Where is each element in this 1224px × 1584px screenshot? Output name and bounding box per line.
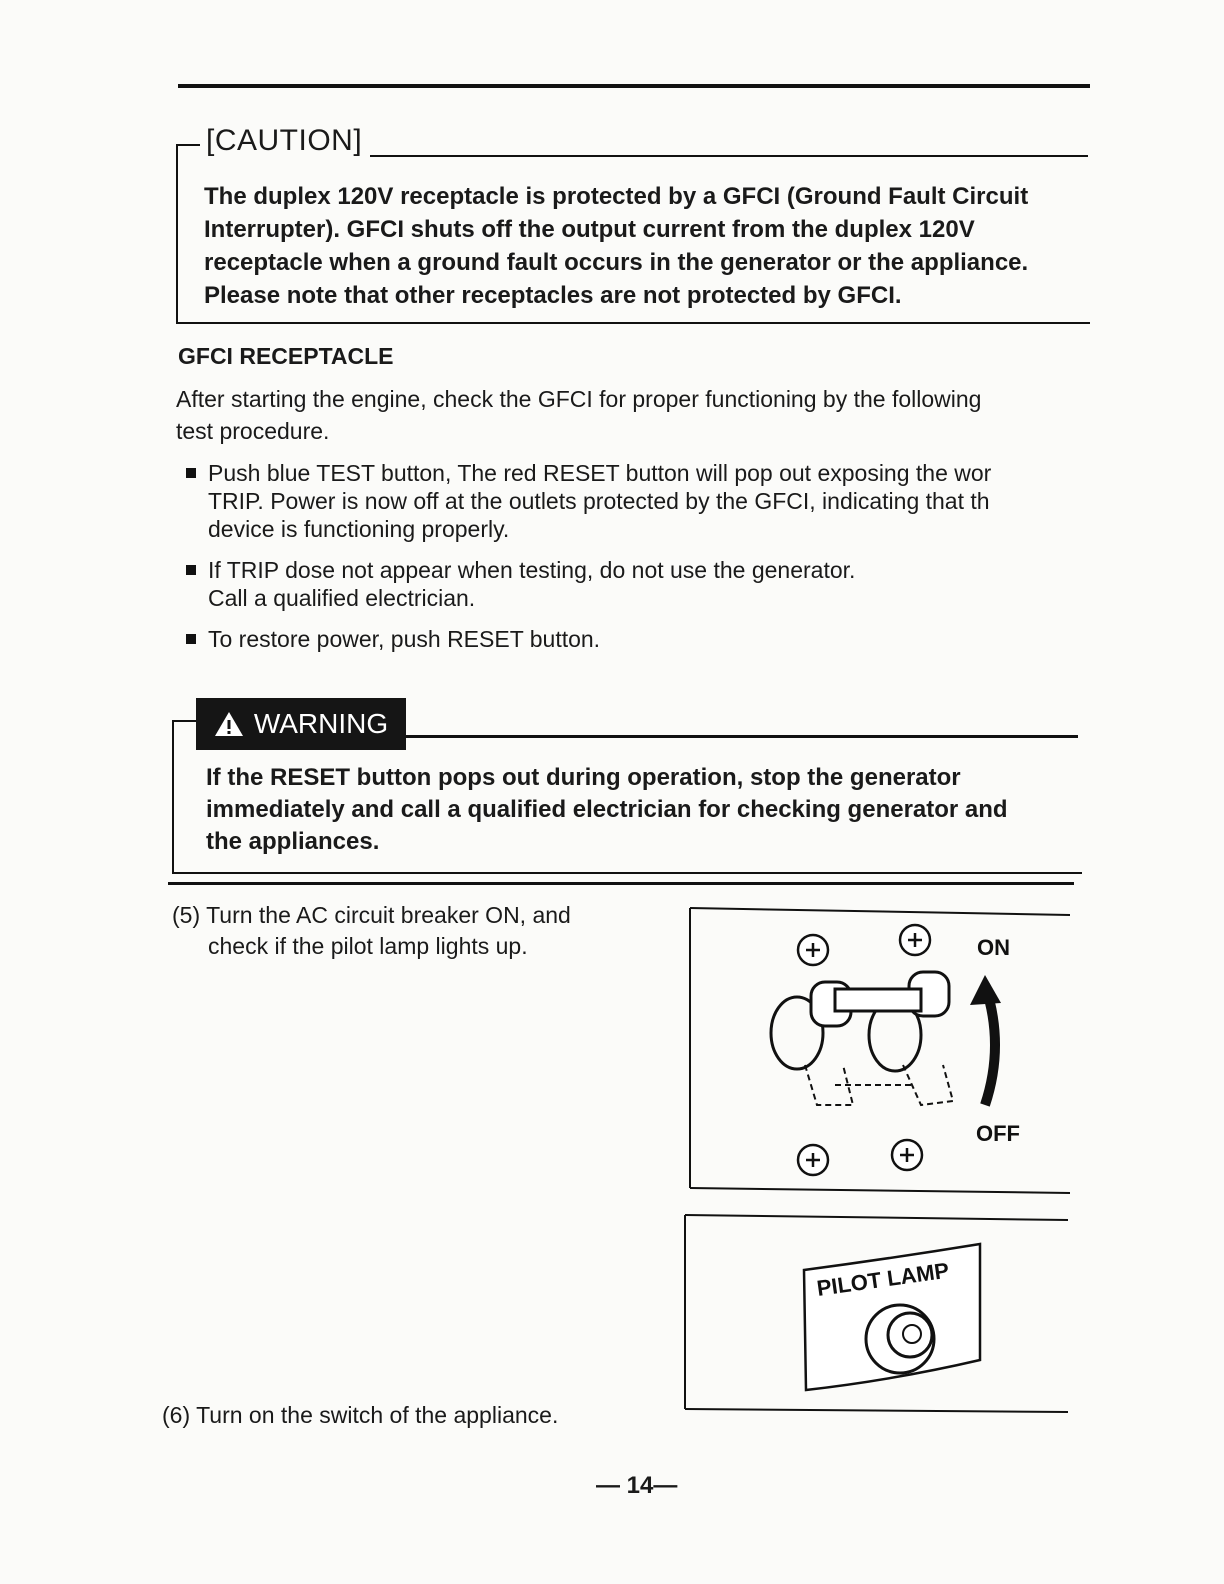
- caution-line: Interrupter). GFCI shuts off the output current from the duplex 120V: [204, 216, 975, 243]
- warning-line: If the RESET button pops out during operation, stop the generator: [206, 764, 961, 791]
- bullet-icon: [186, 634, 196, 644]
- off-label: OFF: [976, 1121, 1020, 1146]
- pilot-lamp-icon: [866, 1305, 934, 1373]
- list-item-line: TRIP. Power is now off at the outlets protected by the GFCI, indicating that th: [208, 488, 990, 514]
- bullet-icon: [186, 565, 196, 575]
- caution-title: [CAUTION]: [206, 124, 363, 157]
- list-item: [186, 459, 1056, 543]
- list-item-line: To restore power, push RESET button.: [208, 626, 601, 652]
- warning-label: WARNING: [253, 708, 389, 739]
- intro-paragraph: [176, 383, 1076, 447]
- top-rule: [178, 84, 1090, 88]
- list-item-line: Call a qualified electrician.: [208, 585, 476, 611]
- warning-text: [206, 762, 1076, 858]
- caution-title-rule: [370, 155, 1088, 157]
- caution-line: The duplex 120V receptacle is protected by a GFCI (Ground Fault Circuit: [204, 183, 1029, 210]
- screw-icon: [798, 925, 930, 1175]
- list-item-line: If TRIP dose not appear when testing, do not use the generator.: [208, 557, 856, 583]
- pilot-lamp-label: PILOT LAMP: [815, 1257, 951, 1301]
- intro-line: After starting the engine, check the GFCI for proper functioning by the following: [176, 386, 982, 412]
- on-label: ON: [977, 935, 1010, 960]
- caution-line: Please note that other receptacles are not protected by GFCI.: [204, 282, 902, 309]
- list-item-line: Push blue TEST button, The red RESET button will pop out exposing the wor: [208, 460, 992, 486]
- caution-text: [204, 180, 1084, 312]
- warning-badge: [196, 698, 406, 750]
- step-5-line: check if the pilot lamp lights up.: [208, 933, 528, 959]
- warning-line: the appliances.: [206, 828, 380, 855]
- breaker-switch-icon: [771, 972, 953, 1105]
- list-item-line: device is functioning properly.: [208, 516, 510, 542]
- warning-triangle-icon: [214, 711, 244, 737]
- list-item: [186, 556, 1056, 612]
- section-heading: GFCI RECEPTACLE: [178, 343, 394, 369]
- step-5: [172, 900, 642, 962]
- step-6: (6) Turn on the switch of the appliance.: [162, 1402, 559, 1428]
- bullet-icon: [186, 468, 196, 478]
- circuit-breaker-figure: [685, 905, 1070, 1195]
- caution-line: receptacle when a ground fault occurs in the generator or the appliance.: [204, 249, 1029, 276]
- page-number: — 14—: [596, 1472, 678, 1499]
- step-5-line: (5) Turn the AC circuit breaker ON, and: [172, 902, 571, 928]
- warning-title-rule: [406, 735, 1078, 738]
- warning-line: immediately and call a qualified electrician for checking generator and: [206, 796, 1008, 823]
- list-item: [186, 625, 1056, 653]
- arrow-up-icon: [970, 975, 1001, 1105]
- procedure-list: [186, 459, 1056, 666]
- section-rule: [168, 882, 1074, 885]
- intro-line: test procedure.: [176, 418, 330, 444]
- pilot-lamp-figure: [682, 1212, 1068, 1416]
